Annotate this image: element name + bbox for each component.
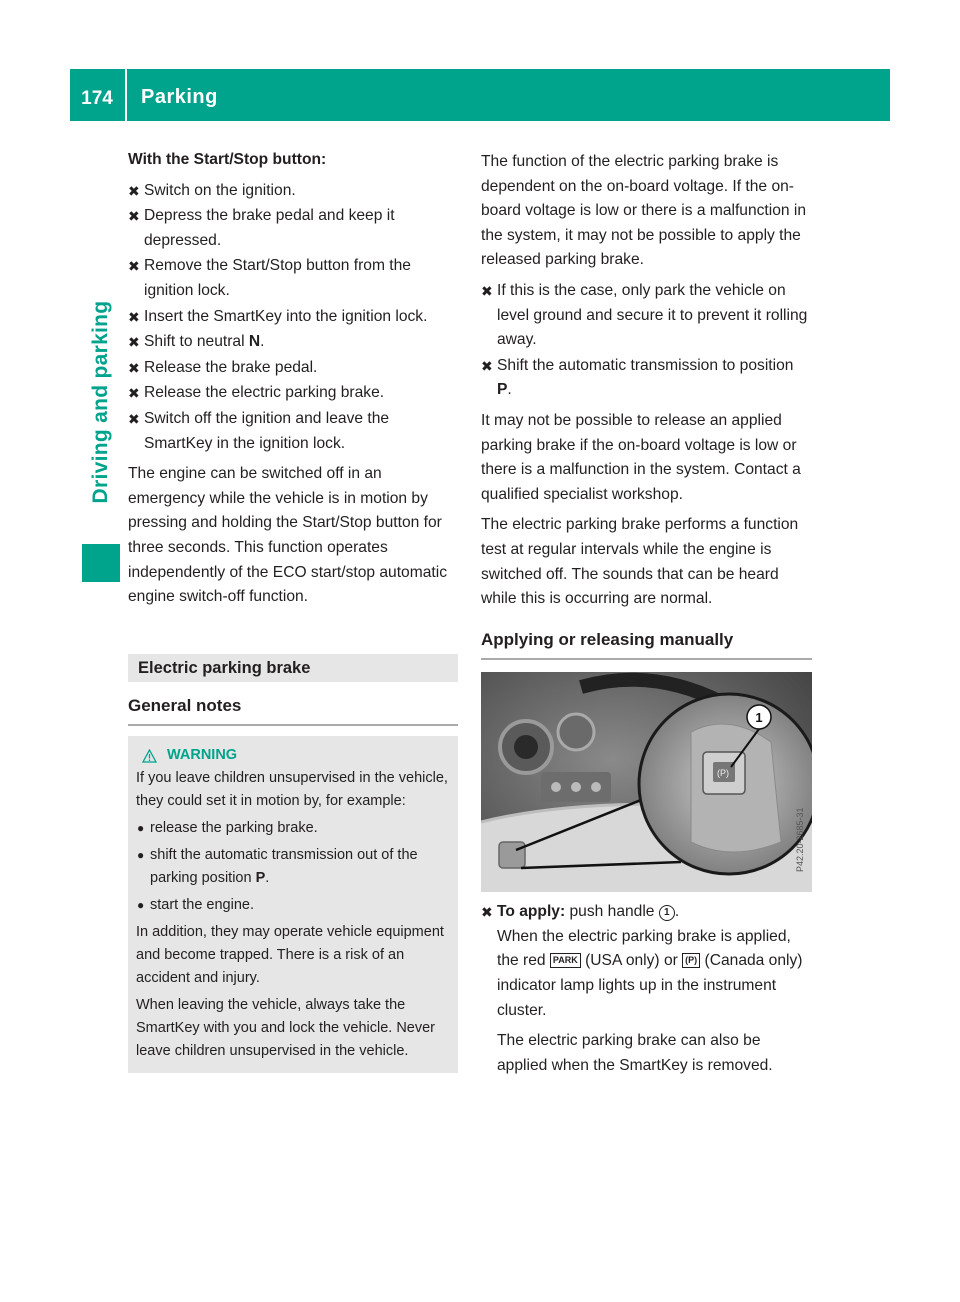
engine-note: The engine can be switched off in an emergency while the vehicle is in motion by pressing and holding the Start/Stop button for three seconds. This function operates independently of the ECO start/stop automatic engine switch-off function.: [128, 465, 447, 606]
bullet-icon: ●: [137, 821, 145, 836]
right-column: [481, 150, 812, 1078]
arrow-icon: ✖: [128, 334, 140, 351]
bullet-icon: ●: [137, 898, 145, 913]
arrow-icon: ✖: [128, 385, 140, 402]
warning-box: [128, 736, 458, 1073]
parking-brake-lamp-icon: (P): [682, 953, 700, 968]
step: ✖ Release the electric parking brake.: [128, 381, 458, 406]
side-chapter-label: Driving and parking: [89, 300, 112, 504]
warning-para: When leaving the vehicle, always take the SmartKey with you and lock the vehicle. Never leave children unsupervised in the vehicle.: [136, 997, 435, 1060]
arrow-icon: ✖: [481, 282, 493, 299]
arrow-icon: ✖: [128, 410, 140, 427]
list-item: ● start the engine.: [136, 894, 449, 917]
step: ✖ Insert the SmartKey into the ignition lock.: [128, 305, 458, 330]
arrow-icon: ✖: [128, 308, 140, 325]
arrow-icon: ✖: [128, 182, 140, 199]
warning-intro: If you leave children unsupervised in the vehicle, they could set it in motion by, for example:: [136, 770, 448, 810]
warning-para: In addition, they may operate vehicle equipment and become trapped. There is a risk of an accident and injury.: [136, 924, 444, 987]
section-heading: Electric parking brake: [128, 654, 458, 682]
left-column: [128, 148, 458, 1073]
arrow-icon: ✖: [128, 359, 140, 376]
side-tab-marker: [82, 544, 120, 582]
arrow-icon: ✖: [481, 357, 493, 374]
photo-code: P42.20-2685-31: [795, 807, 805, 873]
release-note: It may not be possible to release an applied parking brake if the on-board voltage is low or there is a malfunction in the system. Contact a qualified specialist workshop.: [481, 411, 801, 503]
section-title: Parking: [141, 86, 218, 108]
step: ✖ Shift the automatic transmission to position P.: [481, 354, 812, 403]
voltage-note: The function of the electric parking brake is dependent on the on-board voltage. If the on-board voltage is low or there is a malfunction in the system, it may not be possible to apply the released parking brake.: [481, 153, 807, 269]
park-lamp-icon: PARK: [550, 953, 581, 968]
subheading: General notes: [128, 694, 458, 727]
callout-icon: 1: [659, 905, 675, 921]
svg-text:(P): (P): [717, 768, 729, 779]
arrow-icon: ✖: [481, 904, 493, 921]
header-divider: [125, 69, 127, 121]
step: ✖ Switch on the ignition.: [128, 179, 458, 204]
step: ✖ If this is the case, only park the vehicle on level ground and secure it to prevent it rolling away.: [481, 279, 812, 353]
step: ✖ To apply: push handle 1 .: [481, 900, 812, 925]
bullet-icon: ●: [137, 848, 145, 863]
page-number: 174: [81, 88, 113, 109]
list-item: ● shift the automatic transmission out of the parking position P.: [136, 844, 449, 890]
neutral-gear: N: [248, 333, 261, 351]
test-note: The electric parking brake performs a function test at regular intervals while the engine is switched off. The sounds that can be heard while this is occurring are normal.: [481, 516, 799, 608]
step: ✖ Switch off the ignition and leave the SmartKey in the ignition lock.: [128, 407, 458, 456]
dashboard-illustration: [481, 672, 812, 892]
step: ✖ Shift to neutral N.: [128, 330, 458, 355]
arrow-icon: ✖: [128, 208, 140, 225]
arrow-icon: ✖: [128, 258, 140, 275]
photo-callout-number: 1: [755, 710, 763, 726]
smartkey-note: The electric parking brake can also be applied when the SmartKey is removed.: [497, 1032, 773, 1074]
step: ✖ Remove the Start/Stop button from the ignition lock.: [128, 254, 458, 303]
manual-heading: Applying or releasing manually: [481, 628, 812, 661]
warning-title: WARNING: [136, 744, 449, 767]
step: ✖ Depress the brake pedal and keep it depressed.: [128, 204, 458, 253]
list-item: ● release the parking brake.: [136, 817, 449, 840]
lamp-note: When the electric parking brake is applied, the red PARK (USA only) or (P) (Canada only) indicator lamp lights up in the instrument cluster.: [497, 927, 803, 1019]
warning-triangle-icon: [142, 749, 157, 763]
start-stop-heading: With the Start/Stop button:: [128, 151, 327, 168]
dashboard-photo: [481, 672, 812, 892]
step: ✖ Release the brake pedal.: [128, 356, 458, 381]
